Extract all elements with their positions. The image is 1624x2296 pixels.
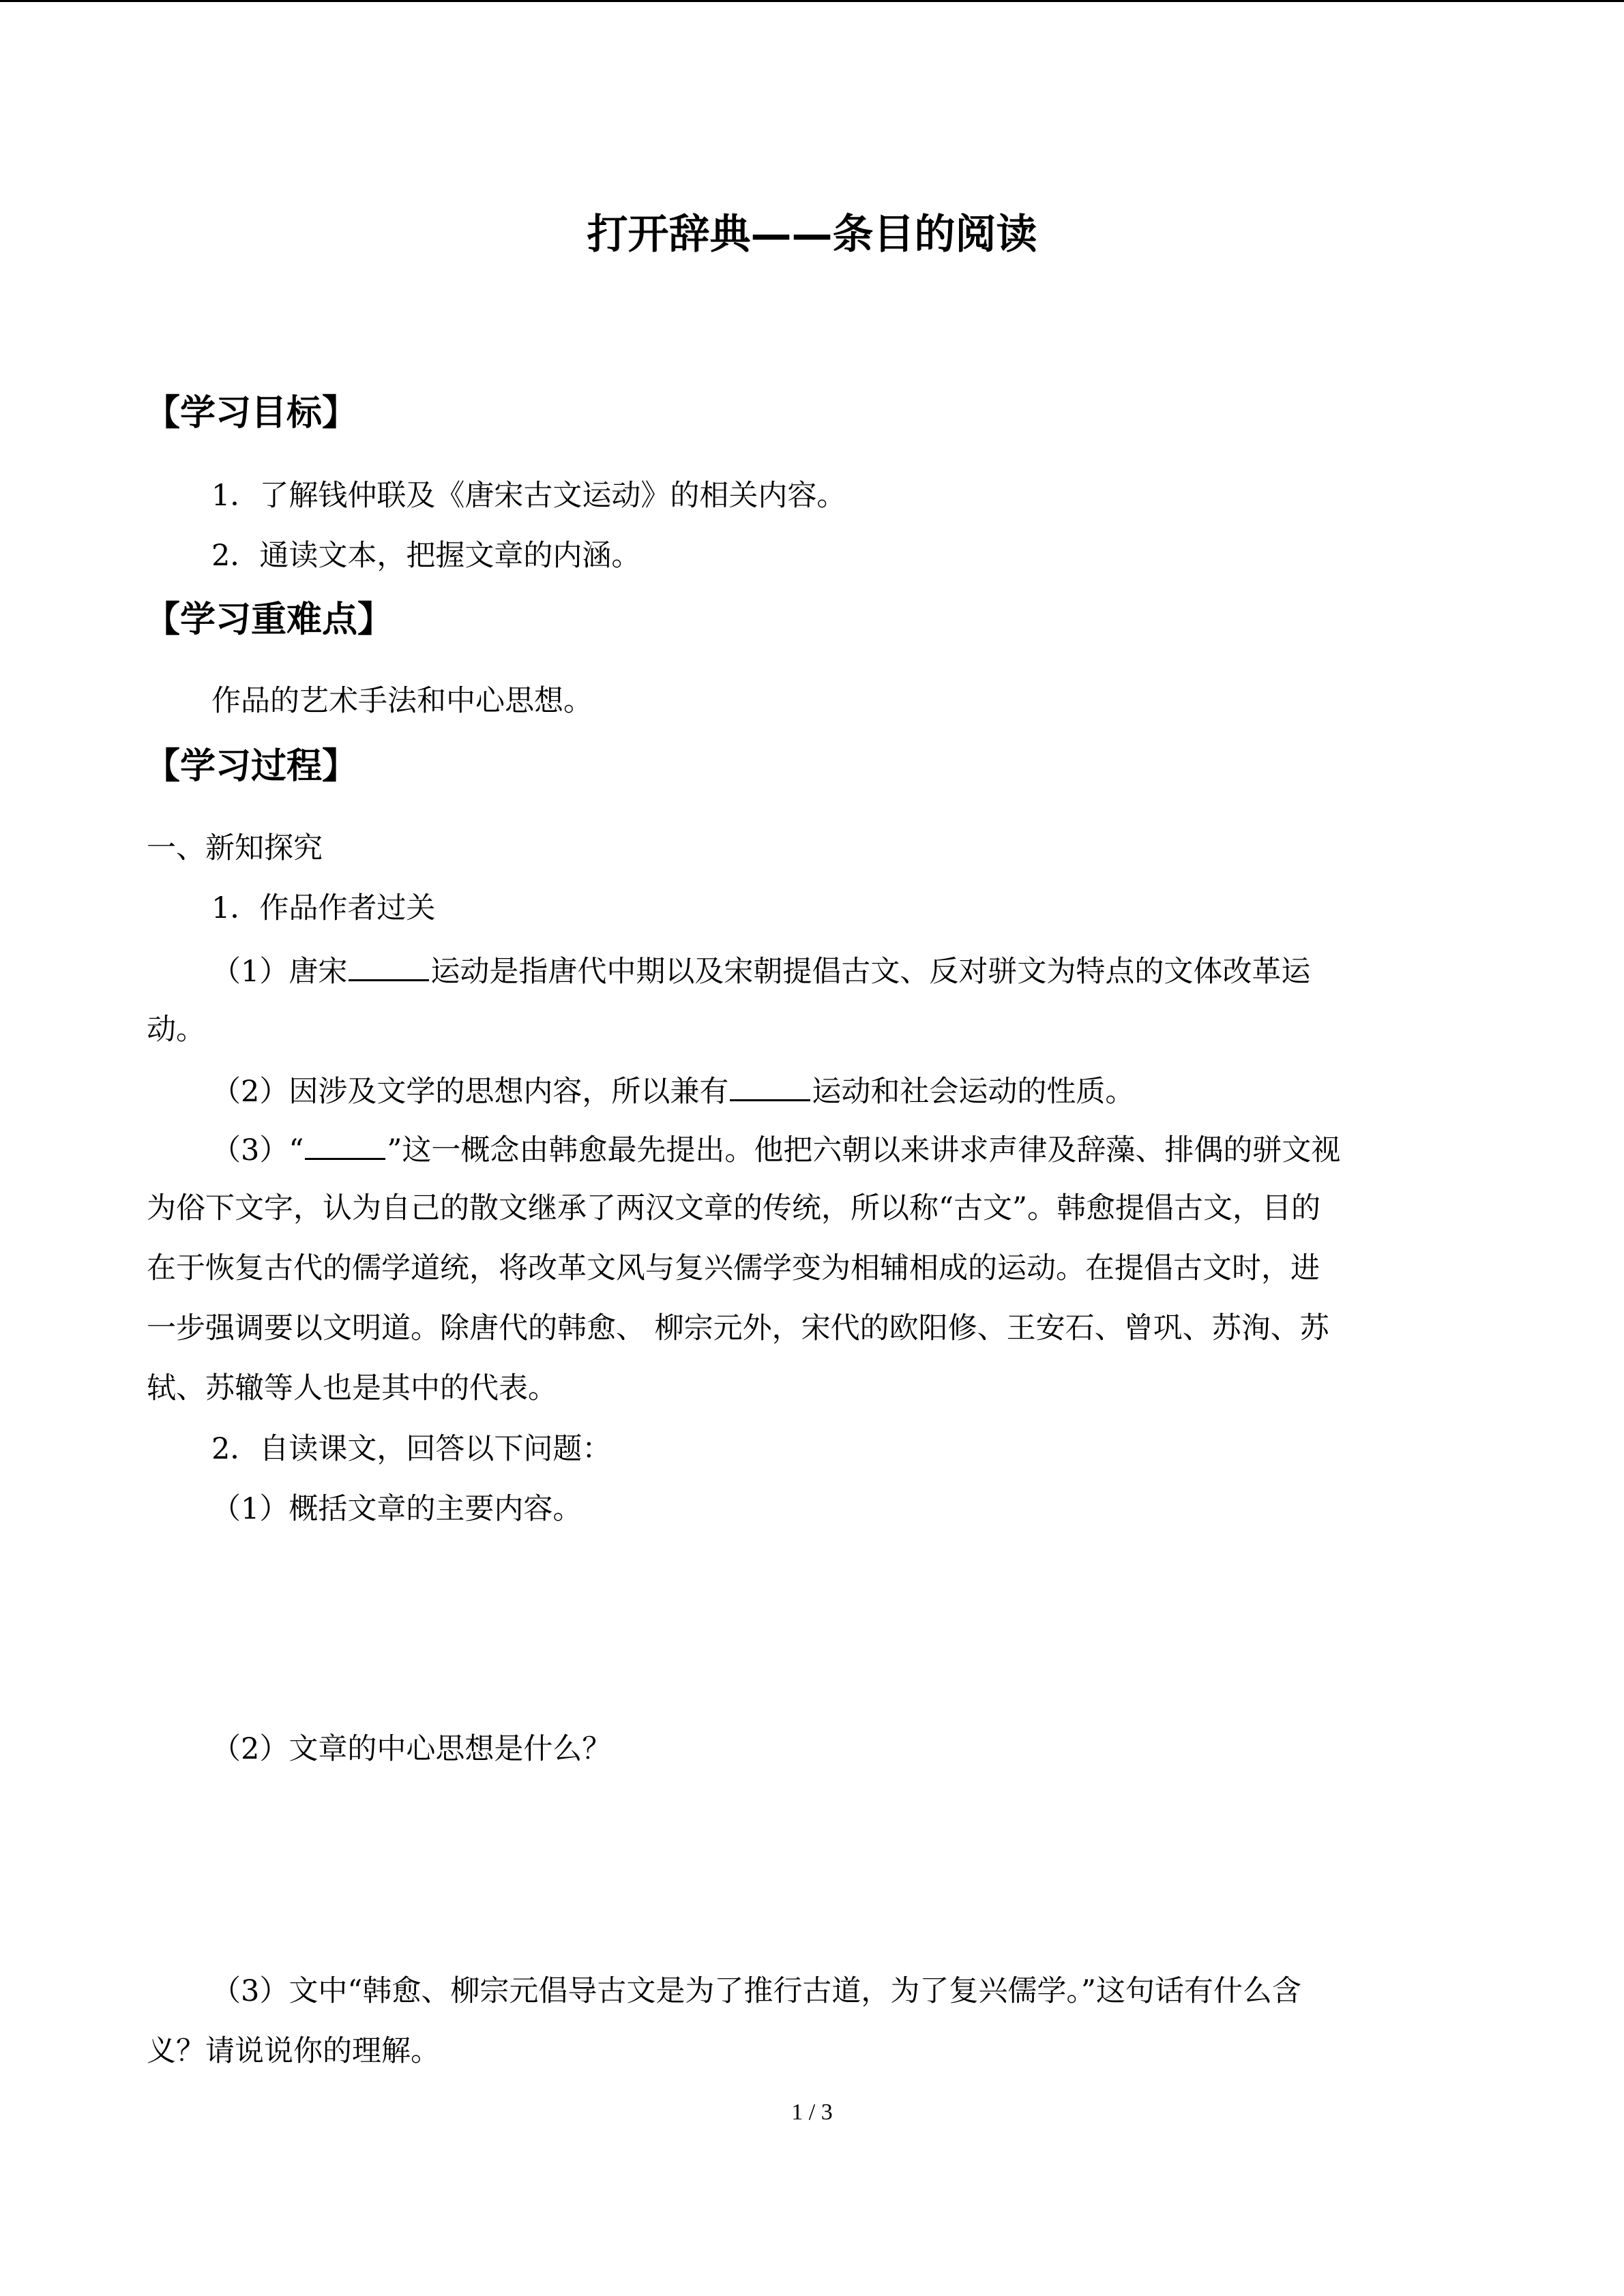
page-number: 1 / 3: [791, 2100, 833, 2125]
reading-question-1: （1）概括文章的主要内容。: [211, 1492, 582, 1526]
section-heading-goals: 【学习目标】: [145, 393, 358, 434]
key-points-text: 作品的艺术手法和中心思想。: [211, 684, 593, 718]
subsection-self-reading: 2．自读课文，回答以下问题：: [211, 1432, 612, 1466]
fill-blank-1[interactable]: [349, 949, 429, 981]
question-3-line-3: 在于恢复古代的儒学道统，将改革文风与复兴儒学变为相辅相成的运动。在提倡古文时，进: [147, 1251, 1320, 1285]
reading-question-3-line-1: （3）文中“韩愈、柳宗元倡导古文是为了推行古道，为了复兴儒学。”这句话有什么含: [211, 1974, 1301, 2008]
reading-question-3-line-2: 义？请说说你的理解。: [147, 2034, 440, 2068]
question-3-line-2: 为俗下文字，认为自己的散文继承了两汉文章的传统，所以称“古文”。韩愈提倡古文，目的: [147, 1191, 1320, 1225]
question-2: [211, 1069, 1134, 1112]
question-1-line-2: 动。: [147, 1013, 205, 1047]
question-3-rest: ”这一概念由韩愈最先提出。他把六朝以来讲求声律及辞藻、排偶的骈文视: [387, 1133, 1341, 1167]
fill-blank-3[interactable]: [305, 1128, 385, 1160]
question-3-line-1: [211, 1128, 1340, 1171]
subsection-author-check: 1．作品作者过关: [211, 891, 436, 925]
section-heading-key-points: 【学习重难点】: [145, 599, 394, 640]
goal-item-2: 2．通读文本，把握文章的内涵。: [211, 539, 641, 573]
question-2-prefix: （2）因涉及文学的思想内容，所以兼有: [211, 1075, 729, 1109]
question-3-line-5: 轼、苏辙等人也是其中的代表。: [147, 1371, 557, 1405]
question-1-rest: 运动是指唐代中期以及宋朝提倡古文、反对骈文为特点的文体改革运: [430, 955, 1311, 989]
part-heading-new-knowledge: 一、新知探究: [147, 831, 323, 865]
section-heading-process: 【学习过程】: [145, 746, 358, 787]
reading-question-2: （2）文章的中心思想是什么？: [211, 1732, 612, 1766]
question-1-prefix: （1）唐宋: [211, 955, 348, 989]
question-3-prefix: （3）“: [211, 1133, 304, 1167]
document-title: 打开辞典——条目的阅读: [587, 211, 1037, 258]
page-top-border: [0, 0, 1624, 2]
fill-blank-2[interactable]: [730, 1069, 810, 1101]
question-2-rest: 运动和社会运动的性质。: [812, 1075, 1135, 1109]
question-3-line-4: 一步强调要以文明道。除唐代的韩愈、 柳宗元外，宋代的欧阳修、王安石、曾巩、苏洵、苏: [147, 1311, 1329, 1345]
question-1-line-1: [211, 949, 1310, 992]
goal-item-1: 1．了解钱仲联及《唐宋古文运动》的相关内容。: [211, 479, 846, 513]
